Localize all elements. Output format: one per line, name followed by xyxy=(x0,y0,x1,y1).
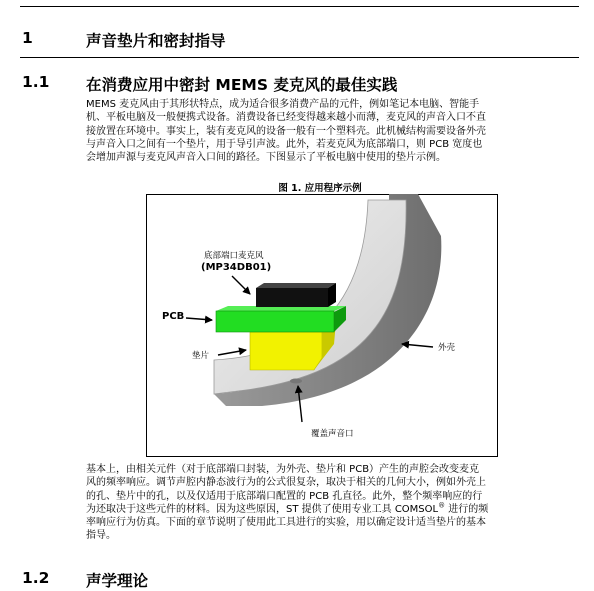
pcb-label: PCB xyxy=(162,311,185,322)
section-1-number: 1 xyxy=(22,29,33,47)
body-line: 的孔、垫片中的孔，以及仅适用于底部端口配置的 PCB 孔直径。此外，整个频率响应的行 xyxy=(86,490,483,502)
body-line: 率响应行为仿真。下面的章节说明了使用此工具进行的实验，用以确定设计适当垫片的基本 xyxy=(86,517,486,529)
figure-illustration xyxy=(146,194,498,457)
body-line: 基本上，由相关元件（对于底部端口封装，为外壳、垫片和 PCB）产生的声腔会改变麦克 xyxy=(86,464,480,475)
intro-line: 机、平板电脑及一般便携式设备。消费设备已经变得越来越小而薄，麦克风的声音入口不直 xyxy=(86,112,486,124)
intro-paragraph xyxy=(86,98,554,164)
body-line-pre: 为还取决于这些元件的材料。因为这些原因，ST 提供了使用专业工具 COMSOL xyxy=(86,503,439,515)
section-1-rule xyxy=(20,57,579,58)
figure-caption: 图 1. 应用程序示例 xyxy=(278,183,362,194)
case-label: 外壳 xyxy=(438,343,456,353)
gasket-label: 垫片 xyxy=(192,351,210,361)
intro-line: 接放置在环境中。事实上，装有麦克风的设备一般有一个塑料壳。此机械结构需要设备外壳 xyxy=(86,125,486,137)
application-figure xyxy=(146,194,498,457)
section-1-1-title: 在消费应用中密封 MEMS 麦克风的最佳实践 xyxy=(86,76,398,94)
intro-line: 与声音入口之间有一个垫片，用于导引声波。此外，若麦克风为底部端口，则 PCB 宽度也 xyxy=(86,138,483,150)
section-1-title: 声音垫片和密封指导 xyxy=(86,32,226,50)
top-rule xyxy=(20,6,579,7)
registered-mark: ® xyxy=(438,501,446,510)
microphone-body xyxy=(256,288,328,307)
section-1-2-number: 1.2 xyxy=(22,569,50,587)
mic-part-label: (MP34DB01) xyxy=(201,262,272,273)
port-hole xyxy=(290,379,302,384)
body-line: 指导。 xyxy=(86,530,116,542)
body-line: 风的频率响应。调节声腔内静态波行为的公式很复杂，取决于相关的几何大小，例如外壳上 xyxy=(86,477,486,489)
section-1-2-title: 声学理论 xyxy=(86,572,149,590)
port-label: 覆盖声音口 xyxy=(311,429,354,439)
gasket-block xyxy=(250,332,322,370)
body-paragraph xyxy=(86,463,554,543)
intro-line: 会增加声源与麦克风声音入口间的路径。下图显示了平板电脑中使用的垫片示例。 xyxy=(86,152,446,164)
mic-top xyxy=(256,283,336,288)
body-line-post: 进行的频 xyxy=(445,503,489,515)
section-1-1-number: 1.1 xyxy=(22,73,50,91)
intro-line: MEMS 麦克风由于其形状特点，成为适合很多消费产品的元件，例如笔记本电脑、智能手 xyxy=(86,99,480,110)
mic-name-label: 底部端口麦克风 xyxy=(204,251,264,261)
body-line xyxy=(86,503,554,516)
pcb-board xyxy=(216,311,334,332)
